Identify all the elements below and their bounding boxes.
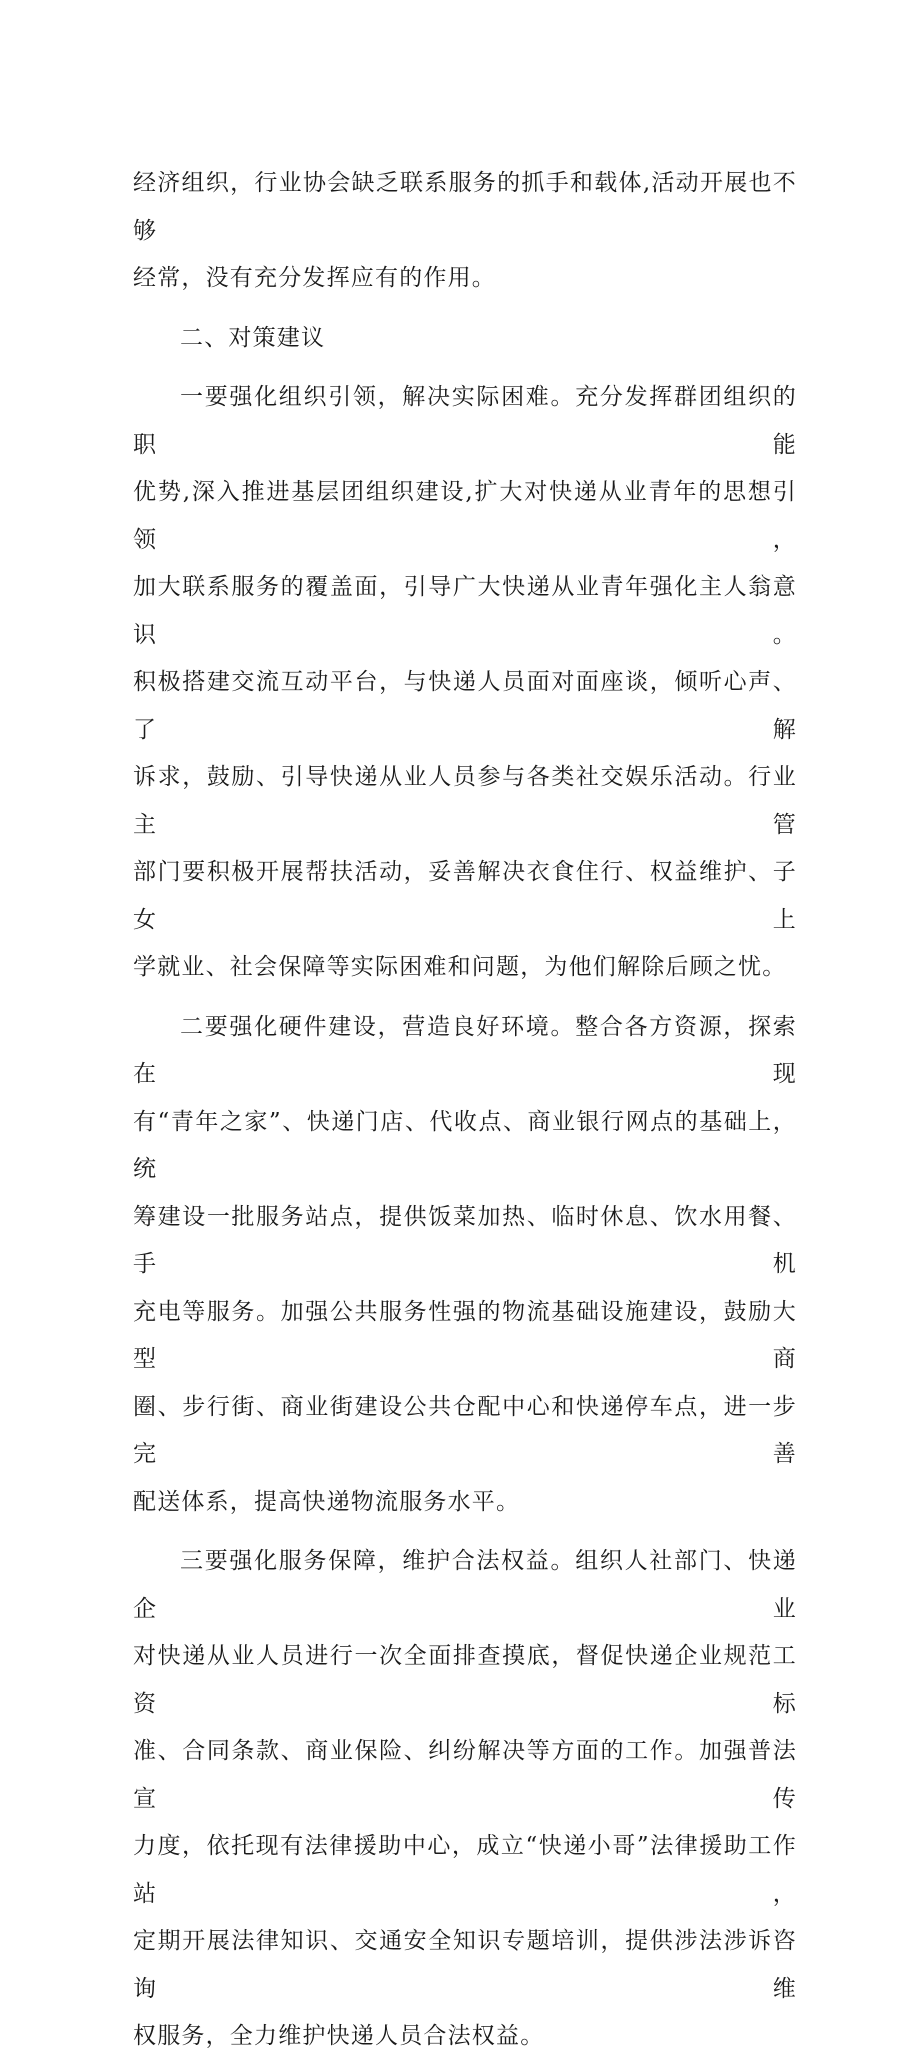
heading-text: 二、对策建议: [180, 324, 326, 351]
text-line: 经常，没有充分发挥应有的作用。: [133, 265, 496, 291]
text-line: 三要强化服务保障，维护合法权益。组织人社部门、快递企业: [133, 1548, 797, 1622]
text-line: 对快递从业人员进行一次全面排查摸底，督促快递企业规范工资标: [133, 1643, 797, 1717]
text-line: 准、合同条款、商业保险、纠纷解决等方面的工作。加强普法宣传: [133, 1738, 797, 1812]
text-line: 诉求，鼓励、引导快递从业人员参与各类社交娱乐活动。行业主管: [133, 764, 797, 838]
text-line: 二要强化硬件建设，营造良好环境。整合各方资源，探索在现: [133, 1013, 797, 1087]
text-line: 力度，依托现有法律援助中心，成立“快递小哥”法律援助工作站，: [133, 1833, 797, 1907]
paragraph-service: [133, 1538, 797, 2061]
text-line: 定期开展法律知识、交通安全知识专题培训，提供涉法涉诉咨询维: [133, 1928, 797, 2002]
text-line: 充电等服务。加强公共服务性强的物流基础设施建设，鼓励大型商: [133, 1298, 797, 1372]
paragraph-continued: [133, 160, 797, 303]
paragraph-hardware: [133, 1004, 797, 1527]
text-line: 加大联系服务的覆盖面，引导广大快递从业青年强化主人翁意识。: [133, 574, 797, 648]
text-line: 圈、步行街、商业街建设公共仓配中心和快递停车点，进一步完善: [133, 1393, 797, 1467]
text-line: 权服务，全力维护快递人员合法权益。: [133, 2023, 545, 2049]
text-line: 一要强化组织引领，解决实际困难。充分发挥群团组织的职能: [133, 384, 797, 458]
text-line: 部门要积极开展帮扶活动，妥善解决衣食住行、权益维护、子女上: [133, 859, 797, 933]
text-line: 筹建设一批服务站点，提供饭菜加热、临时休息、饮水用餐、手机: [133, 1203, 797, 1277]
text-line: 学就业、社会保障等实际困难和问题，为他们解除后顾之忧。: [133, 954, 787, 980]
document-body: [133, 160, 797, 2061]
section-heading: [133, 315, 797, 363]
text-line: 经济组织，行业协会缺乏联系服务的抓手和载体,活动开展也不够: [133, 170, 797, 244]
text-line: 有“青年之家”、快递门店、代收点、商业银行网点的基础上，统: [133, 1108, 797, 1182]
text-line: 积极搭建交流互动平台，与快递人员面对面座谈，倾听心声、了解: [133, 669, 797, 743]
text-line: 优势,深入推进基层团组织建设,扩大对快递从业青年的思想引领，: [133, 479, 797, 553]
text-line: 配送体系，提高快递物流服务水平。: [133, 1488, 521, 1515]
paragraph-organization: [133, 374, 797, 992]
